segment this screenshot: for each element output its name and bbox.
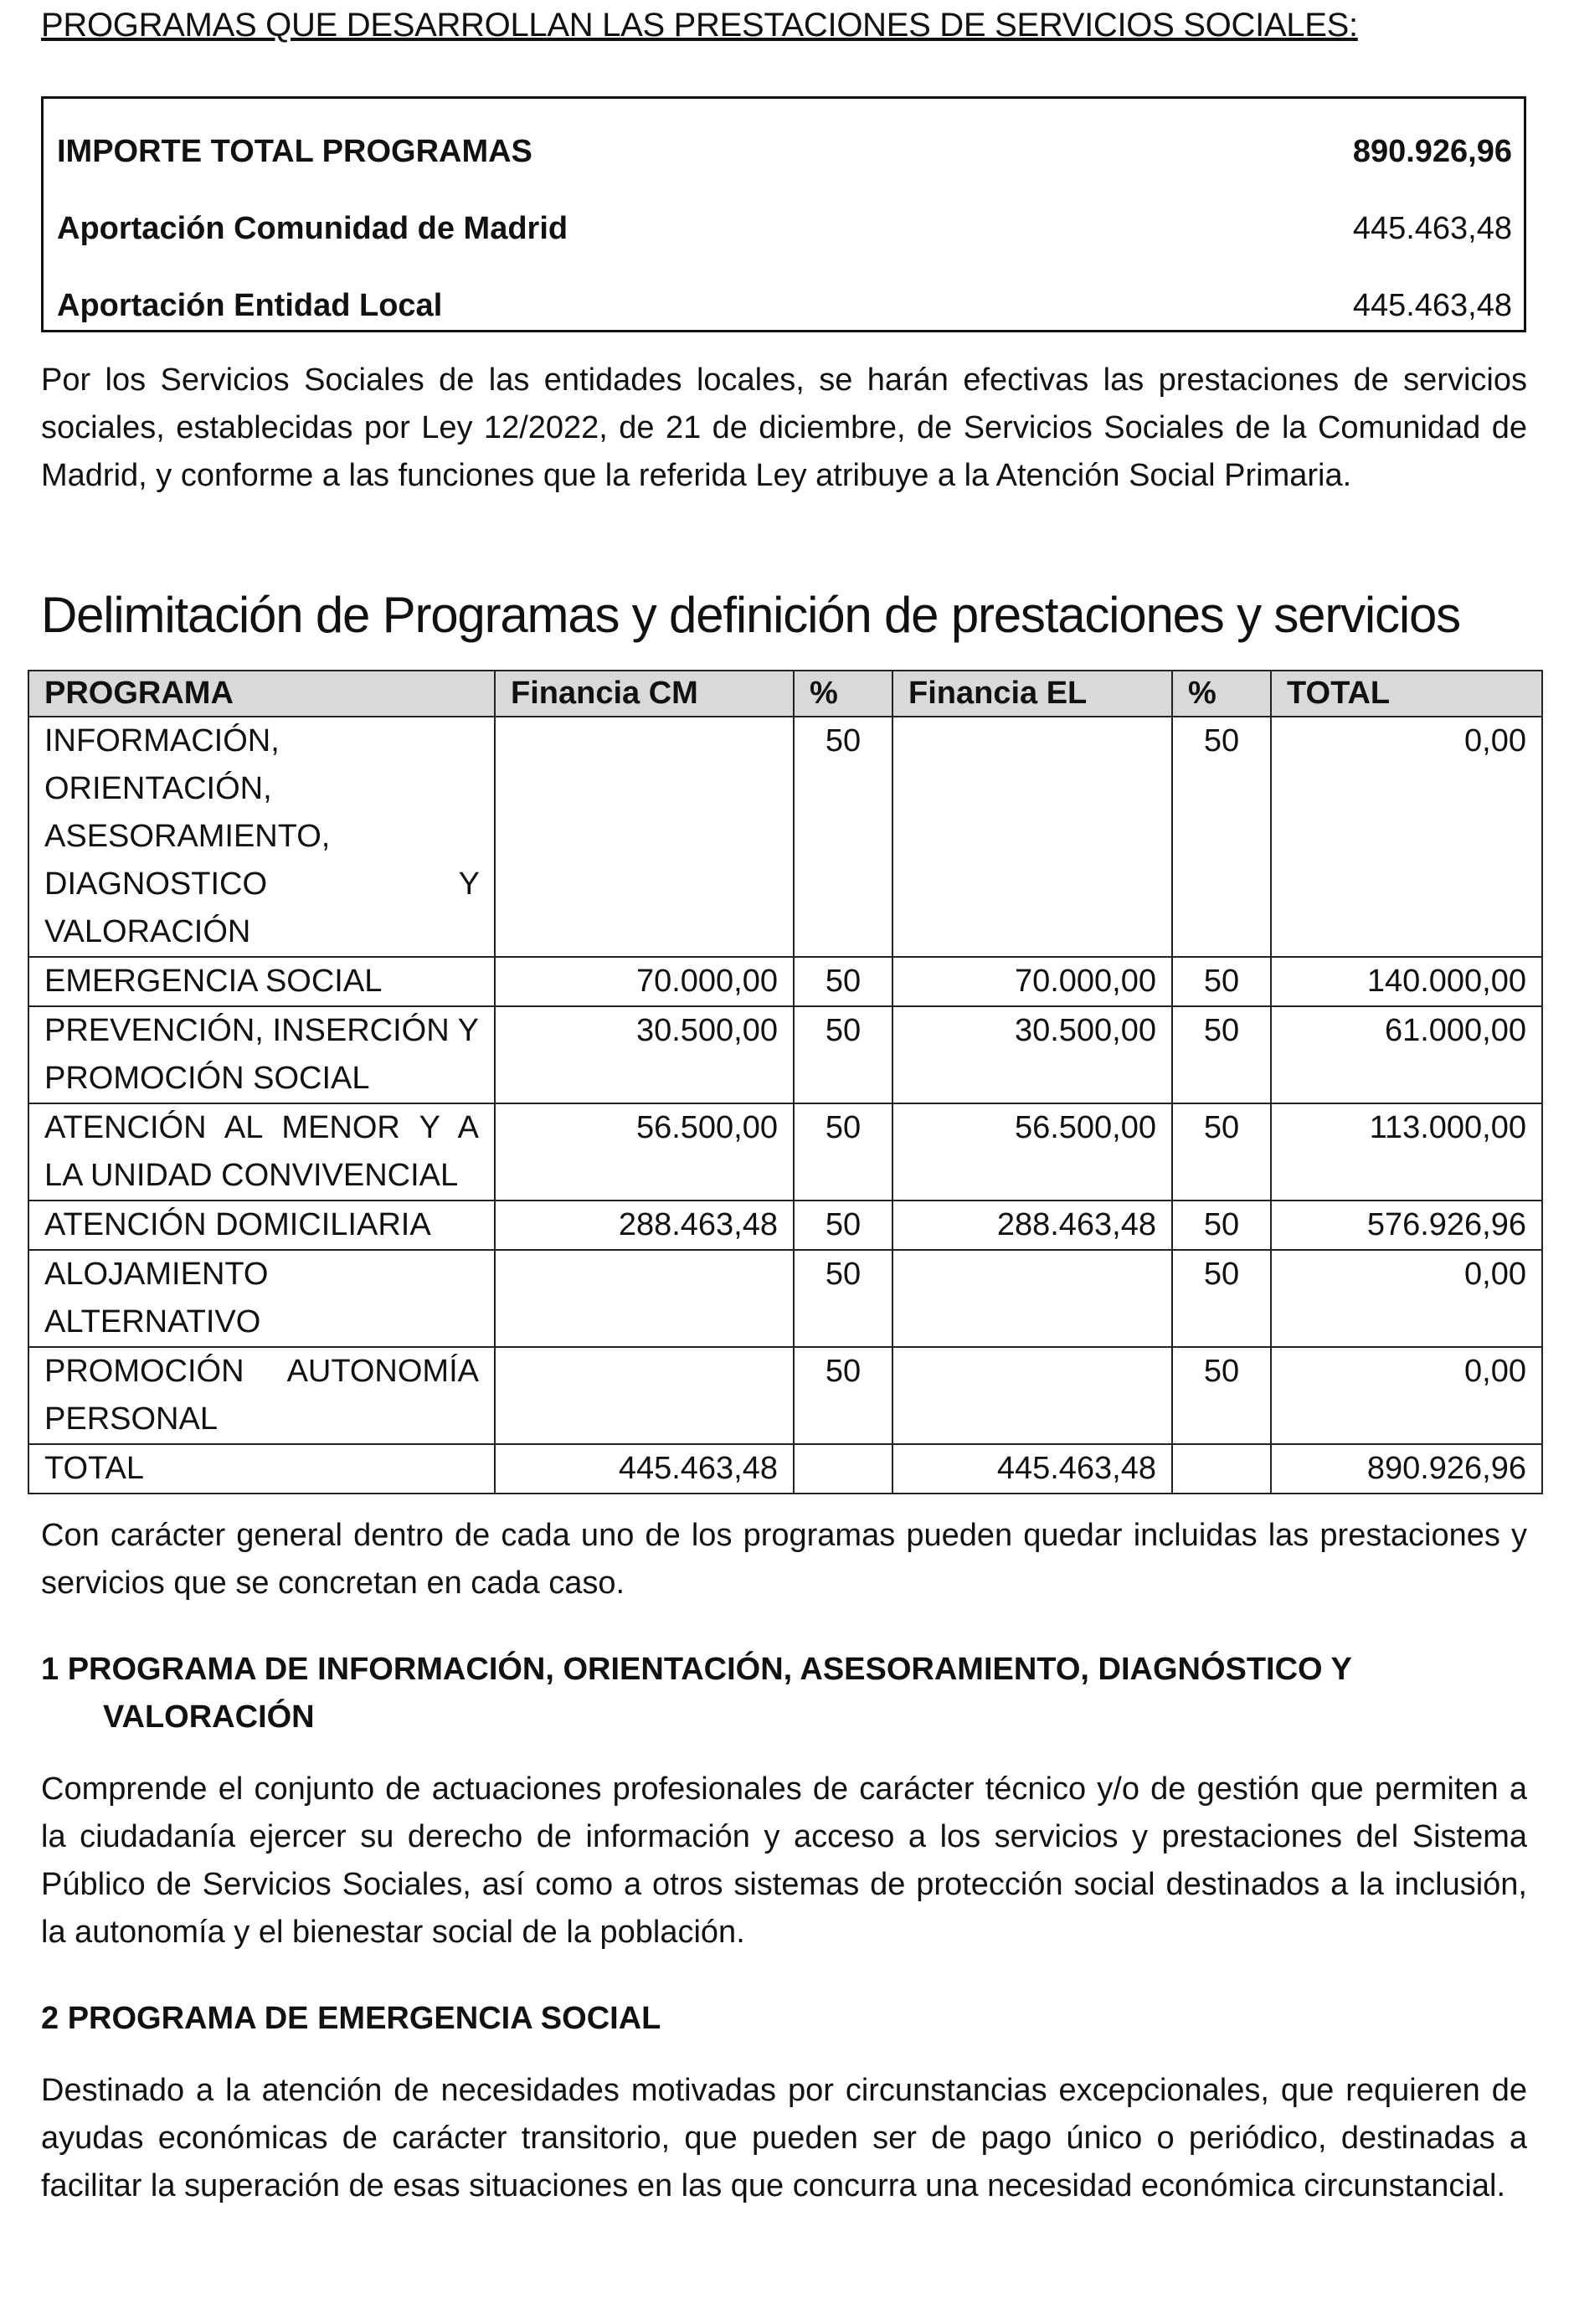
cell-financia-el: 30.500,00 <box>892 1006 1172 1103</box>
table-header-row <box>28 671 1542 717</box>
cell-programa: PROMOCIÓN AUTONOMÍA PERSONAL <box>28 1347 495 1444</box>
cell-pct-cm: 50 <box>794 717 892 957</box>
intro-paragraph: Por los Servicios Sociales de las entidades locales, se harán efectivas las prestaciones de servicios sociales, establecidas por Ley 12/2022, de 21 de diciembre, de Servicios Sociales de la Comunidad de Madrid, y conforme a las funciones que la referida Ley atribuye a la Atención Social Primaria. <box>41 362 1527 493</box>
cell-total: 113.000,00 <box>1271 1103 1542 1201</box>
cell-pct-cm: 50 <box>794 1006 892 1103</box>
program1-heading-line2: VALORACIÓN <box>103 1699 315 1735</box>
summary-box <box>41 96 1526 332</box>
cell-financia-el: 56.500,00 <box>892 1103 1172 1201</box>
summary-label: IMPORTE TOTAL PROGRAMAS <box>57 134 532 169</box>
summary-row-total <box>57 134 1512 170</box>
cell-financia-el: 288.463,48 <box>892 1201 1172 1250</box>
cell-pct-cm: 50 <box>794 1347 892 1444</box>
cell-financia-el <box>892 1347 1172 1444</box>
cell-pct-cm <box>794 1444 892 1494</box>
cell-financia-cm: 70.000,00 <box>495 957 794 1006</box>
cell-programa <box>28 717 495 957</box>
table-row <box>28 1103 1542 1201</box>
cell-financia-el <box>892 717 1172 957</box>
cell-programa: EMERGENCIA SOCIAL <box>28 957 495 1006</box>
cell-total: 140.000,00 <box>1271 957 1542 1006</box>
cell-total: 0,00 <box>1271 717 1542 957</box>
summary-value: 445.463,48 <box>1352 211 1512 246</box>
cell-financia-cm: 445.463,48 <box>495 1444 794 1494</box>
cell-pct-el <box>1172 1444 1271 1494</box>
col-header-financia-el: Financia EL <box>892 671 1172 717</box>
cell-pct-cm: 50 <box>794 1201 892 1250</box>
col-header-total: TOTAL <box>1271 671 1542 717</box>
programa-text: INFORMACIÓN, ORIENTACIÓN, ASESORAMIENTO, DIAGNOSTICO Y VALORACIÓN <box>44 723 480 949</box>
table-total-row <box>28 1444 1542 1494</box>
cell-programa: ALOJAMIENTO ALTERNATIVO <box>28 1250 495 1347</box>
program1-paragraph: Comprende el conjunto de actuaciones profesionales de carácter técnico y/o de gestión que permiten a la ciudadanía ejercer su derecho de información y acceso a los servicios y prestaciones del Sistema Público de Servicios Sociales, así como a otros sistemas de protección social destinados a la inclusión, la autonomía y el bienestar social de la población. <box>41 1771 1527 1950</box>
cell-pct-cm: 50 <box>794 957 892 1006</box>
general-note-paragraph: Con carácter general dentro de cada uno de los programas pueden quedar incluidas las prestaciones y servicios que se concretan en cada caso. <box>41 1518 1527 1601</box>
summary-row-el <box>57 288 1512 324</box>
cell-financia-el <box>892 1250 1172 1347</box>
col-header-pct-cm: % <box>794 671 892 717</box>
cell-pct-el: 50 <box>1172 717 1271 957</box>
col-header-financia-cm: Financia CM <box>495 671 794 717</box>
table-row <box>28 717 1542 957</box>
summary-value: 890.926,96 <box>1352 134 1512 169</box>
table-row <box>28 1006 1542 1103</box>
col-header-programa: PROGRAMA <box>28 671 495 717</box>
cell-total: 61.000,00 <box>1271 1006 1542 1103</box>
cell-programa: PREVENCIÓN, INSERCIÓN Y PROMOCIÓN SOCIAL <box>28 1006 495 1103</box>
cell-pct-cm: 50 <box>794 1103 892 1201</box>
cell-financia-cm <box>495 1250 794 1347</box>
table-row <box>28 957 1542 1006</box>
page-title: PROGRAMAS QUE DESARROLLAN LAS PRESTACIONES DE SERVICIOS SOCIALES: <box>41 7 1358 44</box>
cell-pct-el: 50 <box>1172 1250 1271 1347</box>
cell-total: 0,00 <box>1271 1250 1542 1347</box>
summary-label: Aportación Entidad Local <box>57 288 443 323</box>
cell-financia-cm: 288.463,48 <box>495 1201 794 1250</box>
summary-row-cm <box>57 211 1512 247</box>
cell-pct-el: 50 <box>1172 957 1271 1006</box>
cell-financia-el: 70.000,00 <box>892 957 1172 1006</box>
cell-financia-cm: 30.500,00 <box>495 1006 794 1103</box>
cell-total: 0,00 <box>1271 1347 1542 1444</box>
section-title: Delimitación de Programas y definición de prestaciones y servicios <box>41 587 1460 643</box>
cell-pct-el: 50 <box>1172 1347 1271 1444</box>
summary-value: 445.463,48 <box>1352 288 1512 323</box>
cell-pct-cm: 50 <box>794 1250 892 1347</box>
cell-pct-el: 50 <box>1172 1201 1271 1250</box>
cell-total: 890.926,96 <box>1271 1444 1542 1494</box>
cell-financia-el: 445.463,48 <box>892 1444 1172 1494</box>
cell-total: 576.926,96 <box>1271 1201 1542 1250</box>
cell-pct-el: 50 <box>1172 1103 1271 1201</box>
program2-heading: 2 PROGRAMA DE EMERGENCIA SOCIAL <box>41 2001 661 2036</box>
cell-programa: ATENCIÓN AL MENOR Y A LA UNIDAD CONVIVENCIAL <box>28 1103 495 1201</box>
table-row <box>28 1201 1542 1250</box>
table-row <box>28 1347 1542 1444</box>
cell-programa: TOTAL <box>28 1444 495 1494</box>
program1-heading <box>41 1646 1527 1741</box>
summary-label: Aportación Comunidad de Madrid <box>57 211 568 246</box>
table-row <box>28 1250 1542 1347</box>
programs-table <box>28 670 1543 1494</box>
program2-paragraph: Destinado a la atención de necesidades motivadas por circunstancias excepcionales, que requieren de ayudas económicas de carácter transitorio, que pueden ser de pago único o periódico, destinadas a facilitar la superación de esas situaciones en las que concurra una necesidad económica circunstancial. <box>41 2073 1527 2203</box>
cell-financia-cm: 56.500,00 <box>495 1103 794 1201</box>
cell-pct-el: 50 <box>1172 1006 1271 1103</box>
cell-programa: ATENCIÓN DOMICILIARIA <box>28 1201 495 1250</box>
program1-heading-line1: 1 PROGRAMA DE INFORMACIÓN, ORIENTACIÓN, ASESORAMIENTO, DIAGNÓSTICO Y <box>41 1652 1352 1687</box>
cell-financia-cm <box>495 1347 794 1444</box>
cell-financia-cm <box>495 717 794 957</box>
col-header-pct-el: % <box>1172 671 1271 717</box>
